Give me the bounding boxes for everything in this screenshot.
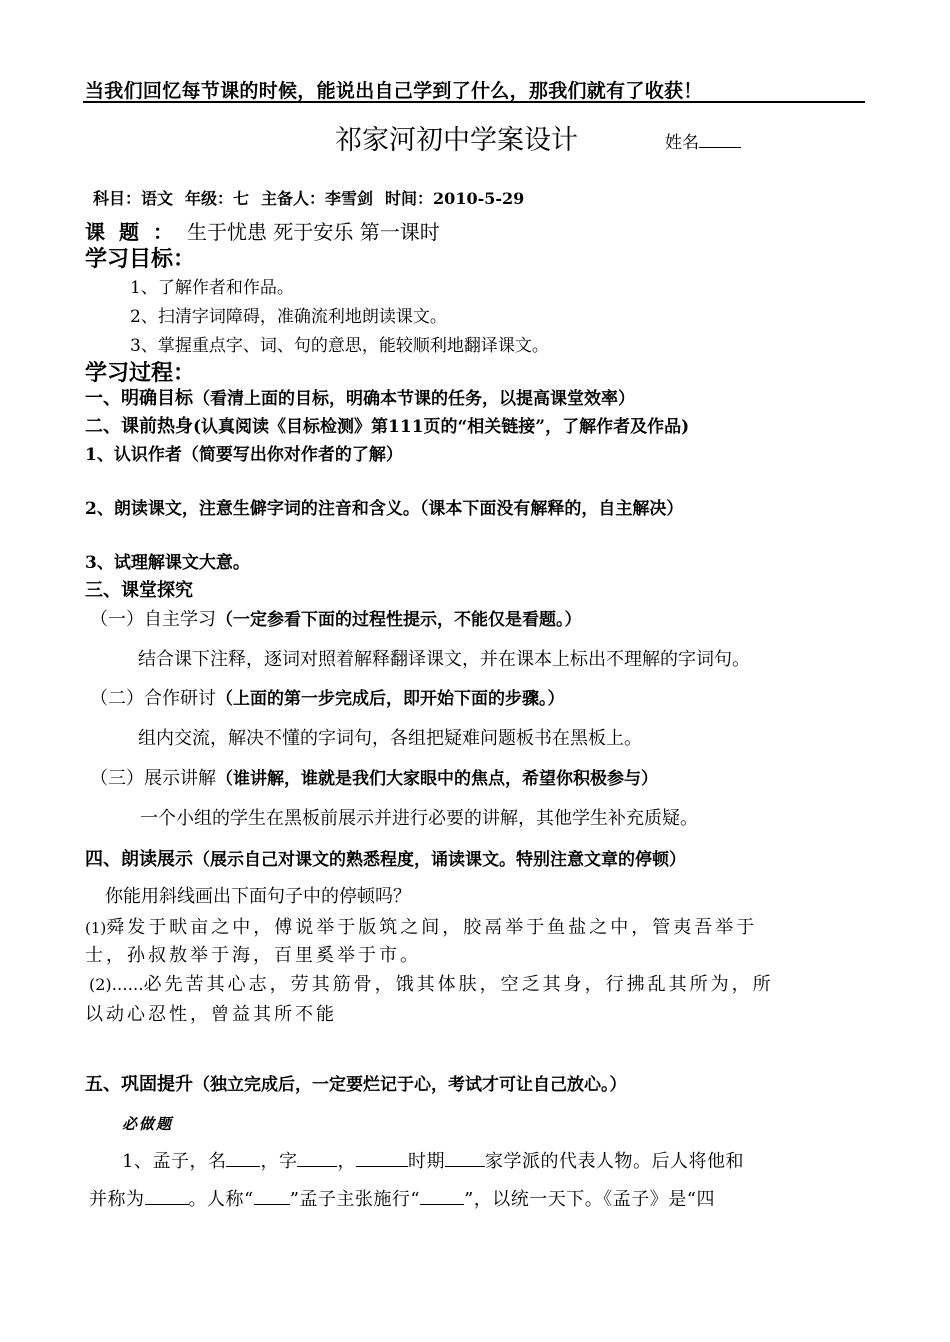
subsection-2-note: （上面的第一步完成后，即开始下面的步骤。）	[216, 689, 565, 709]
question-2-number: (2)……	[89, 975, 144, 994]
subsection-1-note: （一定参看下面的过程性提示，不能仅是看题。）	[216, 610, 582, 630]
required-questions-label: 必做题	[122, 1115, 174, 1133]
fill-blank[interactable]	[356, 1151, 408, 1167]
goal-item: 2、扫清字词障碍，准确流利地朗读课文。	[130, 307, 447, 327]
fill-blank[interactable]	[445, 1151, 485, 1167]
question-2-line-1: 必先苦其心志，劳其筋骨，饿其体肤，空乏其身，行拂乱其所为，所	[143, 974, 774, 995]
question-2-line-2: 以动心忍性，曾益其所不能	[85, 1004, 337, 1025]
subsection-1-text: 结合课下注释，逐词对照着解释翻译课文，并在课本上标出不理解的字词句。	[138, 649, 750, 670]
section-2	[85, 412, 689, 438]
section-5	[85, 1070, 627, 1096]
fill-text: ，	[337, 1151, 356, 1172]
topic-text: 生于忧患 死于安乐 第一课时	[187, 220, 440, 244]
fill-in-line-1	[122, 1147, 744, 1173]
reading-question-1	[85, 913, 757, 939]
meta-time: 时间：2010-5-29	[385, 189, 525, 208]
fill-text: ，字	[260, 1151, 298, 1172]
header-divider	[83, 101, 865, 103]
section-4-title: 四、朗读展示	[85, 849, 193, 870]
meta-grade: 年级：七	[185, 189, 250, 208]
reading-prompt: 你能用斜线画出下面句子中的停顿吗？	[105, 886, 411, 907]
fill-text: 时期	[407, 1151, 445, 1172]
subsection-1-title: （一）自主学习	[90, 609, 216, 630]
goals-heading: 学习目标：	[85, 247, 196, 272]
fill-in-line-2	[89, 1185, 715, 1211]
warmup-item-2: 2、朗读课文，注意生僻字词的注音和含义。（课本下面没有解释的，自主解决）	[85, 499, 684, 519]
fill-blank[interactable]	[226, 1151, 260, 1167]
motto-banner: 当我们回忆每节课的时候，能说出自己学到了什么，那我们就有了收获！	[85, 80, 703, 102]
meta-line	[93, 186, 536, 209]
fill-blank[interactable]	[420, 1189, 464, 1205]
section-2-note: (认真阅读《目标检测》第111页的“相关链接”，了解作者及作品)	[193, 417, 690, 437]
name-field	[665, 128, 741, 153]
meta-subject: 科目：语文	[93, 189, 174, 208]
subsection-2-title: （二）合作研讨	[90, 688, 216, 709]
question-1-line-1: 舜发于畎亩之中，傅说举于版筑之间，胶鬲举于鱼盐之中，管夷吾举于	[106, 917, 758, 938]
fill-text: 并称为	[89, 1189, 145, 1210]
subsection-2-text: 组内交流，解决不懂的字词句，各组把疑难问题板书在黑板上。	[138, 728, 642, 749]
section-2-title: 二、课前热身	[85, 416, 193, 437]
section-1-note: （看清上面的目标，明确本节课的任务，以提高课堂效率）	[193, 389, 635, 409]
topic-line	[85, 216, 440, 245]
fill-text: 家学派的代表人物。后人将他和	[484, 1151, 744, 1172]
reading-question-2	[89, 970, 774, 996]
page-title: 祁家河初中学案设计	[335, 125, 578, 156]
name-blank[interactable]	[699, 131, 741, 148]
fill-blank[interactable]	[254, 1189, 290, 1205]
question-1-line-2: 士，孙叔敖举于海，百里奚举于市。	[85, 945, 421, 966]
warmup-item-3: 3、试理解课文大意。	[85, 553, 250, 573]
subsection-3-text: 一个小组的学生在黑板前展示并进行必要的讲解，其他学生补充质疑。	[140, 808, 698, 829]
fill-blank[interactable]	[297, 1151, 337, 1167]
section-5-title: 五、巩固提升	[85, 1074, 193, 1095]
subsection-self-study	[90, 605, 582, 631]
process-heading: 学习过程：	[85, 361, 196, 386]
fill-text: 1、孟子，名	[122, 1151, 227, 1172]
fill-blank[interactable]	[145, 1189, 189, 1205]
topic-label: 课题：	[85, 220, 187, 244]
section-4-note: （展示自己对课文的熟悉程度，诵读课文。特别注意文章的停顿）	[193, 850, 686, 870]
name-label: 姓名	[665, 133, 699, 153]
subsection-cooperation	[90, 684, 565, 710]
meta-preparer: 主备人：李雪剑	[261, 189, 374, 208]
section-4	[85, 845, 686, 871]
section-3-title: 三、课堂探究	[85, 580, 193, 601]
subsection-3-title: （三）展示讲解	[90, 768, 216, 789]
warmup-item-1: 1、认识作者（简要写出你对作者的了解）	[85, 445, 403, 465]
goal-item: 1、了解作者和作品。	[130, 278, 294, 298]
section-1	[85, 384, 635, 410]
goal-item: 3、掌握重点字、词、句的意思，能较顺利地翻译课文。	[130, 336, 549, 356]
section-1-title: 一、明确目标	[85, 388, 193, 409]
question-1-number: (1)	[85, 919, 107, 937]
fill-text: ”孟子主张施行“	[289, 1189, 421, 1210]
fill-text: 。人称“	[188, 1189, 254, 1210]
section-5-note: （独立完成后，一定要烂记于心，考试才可让自己放心。）	[193, 1075, 627, 1095]
subsection-presentation	[90, 764, 658, 790]
fill-text: ”，以统一天下。《孟子》是“四	[464, 1189, 716, 1210]
subsection-3-note: （谁讲解，谁就是我们大家眼中的焦点，希望你积极参与）	[216, 769, 658, 789]
